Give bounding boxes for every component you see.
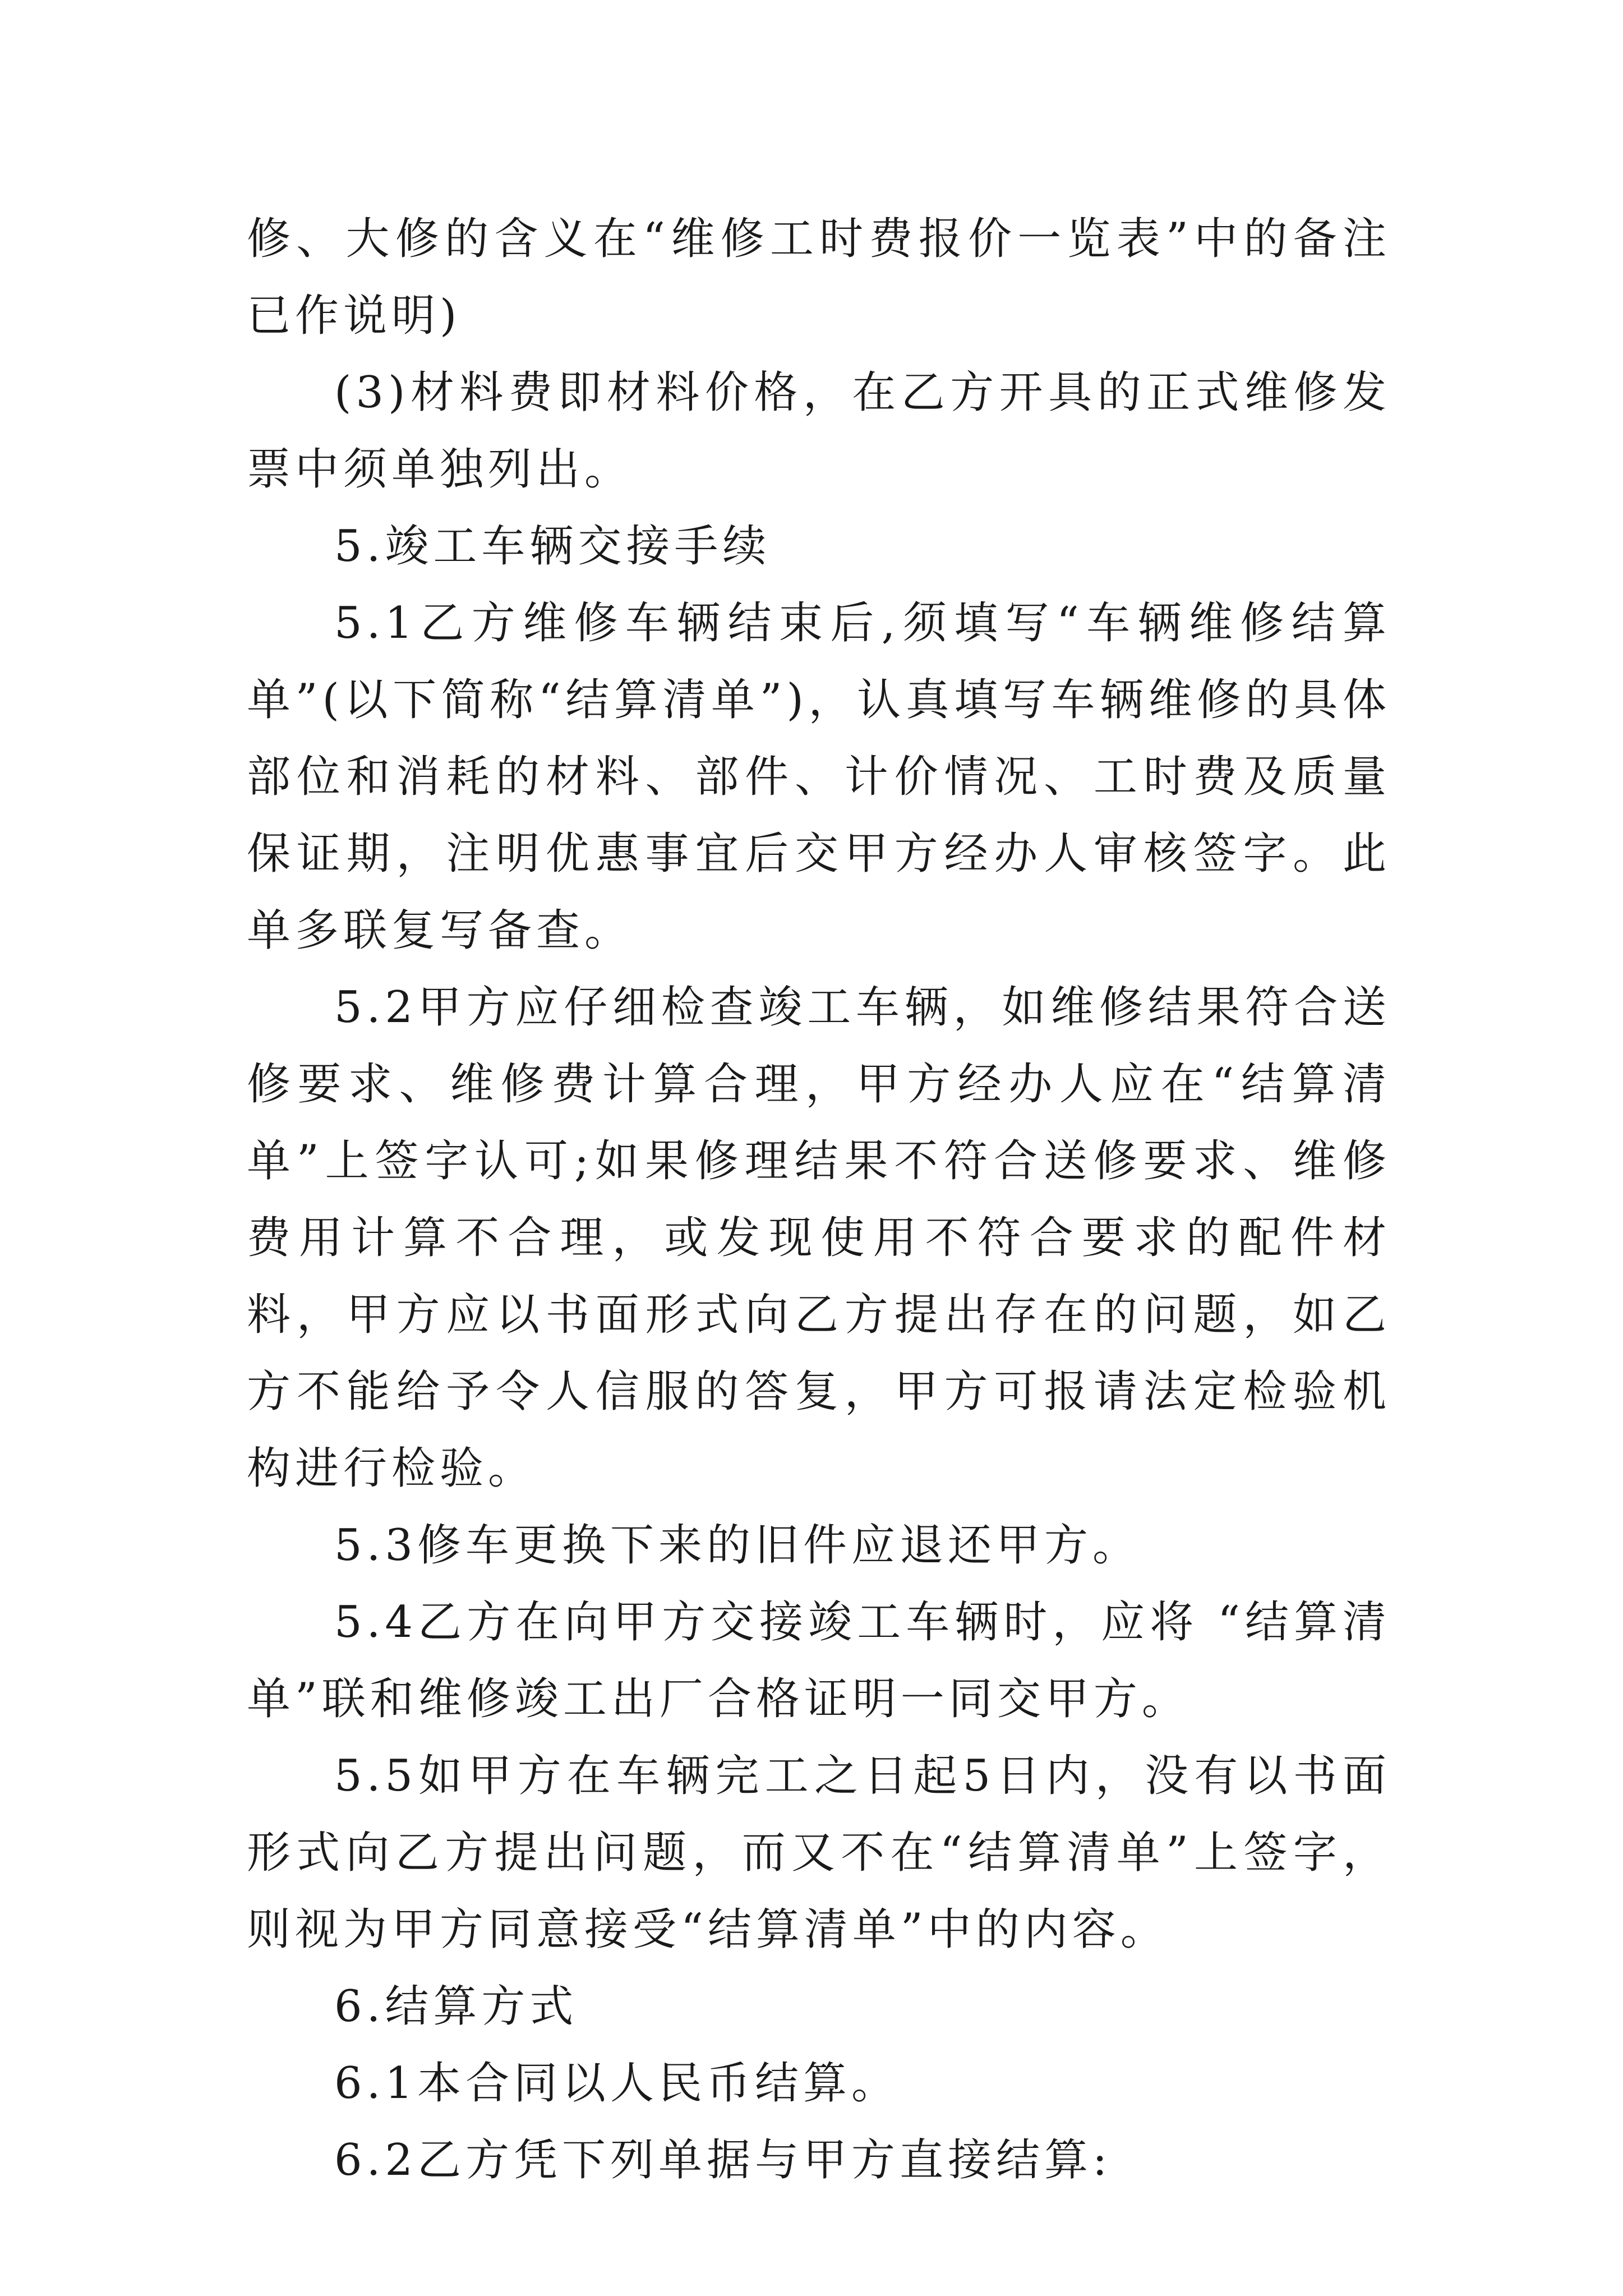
paragraph-5-3: 5.3修车更换下来的旧件应退还甲方。 <box>334 1520 1141 1571</box>
paragraph-6-2: 6.2乙方凭下列单据与甲方直接结算: <box>334 2135 1112 2185</box>
paragraph-5-5: 5.5如甲方在车辆完工之日起5日内，没有以书面形式向乙方提出问题，而又不在“结算清单”上签字，则视为甲方同意接受“结算清单”中的内容。 <box>247 1751 1391 1955</box>
paragraph-6-1: 6.1本合同以人民币结算。 <box>334 2058 900 2109</box>
section-heading-5: 5.竣工车辆交接手续 <box>334 521 771 572</box>
paragraph-5-1: 5.1乙方维修车辆结束后,须填写“车辆维修结算单”(以下简称“结算清单”)，认真填写车辆维修的具体部位和消耗的材料、部件、计价情况、工时费及质量保证期，注明优惠事宜后交甲方经办人审核签字。此单多联复写备查。 <box>247 598 1391 956</box>
section-heading-6: 6.结算方式 <box>334 1981 578 2032</box>
paragraph-2: (3)材料费即材料价格，在乙方开具的正式维修发票中须单独列出。 <box>247 367 1391 495</box>
paragraph-5-4: 5.4乙方在向甲方交接竣工车辆时，应将 “结算清单”联和维修竣工出厂合格证明一同交甲方。 <box>247 1597 1391 1724</box>
paragraph-5-2: 5.2甲方应仔细检查竣工车辆，如维修结果符合送修要求、维修费计算合理，甲方经办人应在“结算清单”上签字认可;如果修理结果不符合送修要求、维修费用计算不合理，或发现使用不符合要求的配件材料，甲方应以书面形式向乙方提出存在的问题，如乙方不能给予令人信服的答复，甲方可报请法定检验机构进行检验。 <box>247 982 1391 1494</box>
document-body <box>247 201 1391 2199</box>
paragraph-1: 修、大修的含义在“维修工时费报价一览表”中的备注已作说明) <box>247 214 1391 341</box>
